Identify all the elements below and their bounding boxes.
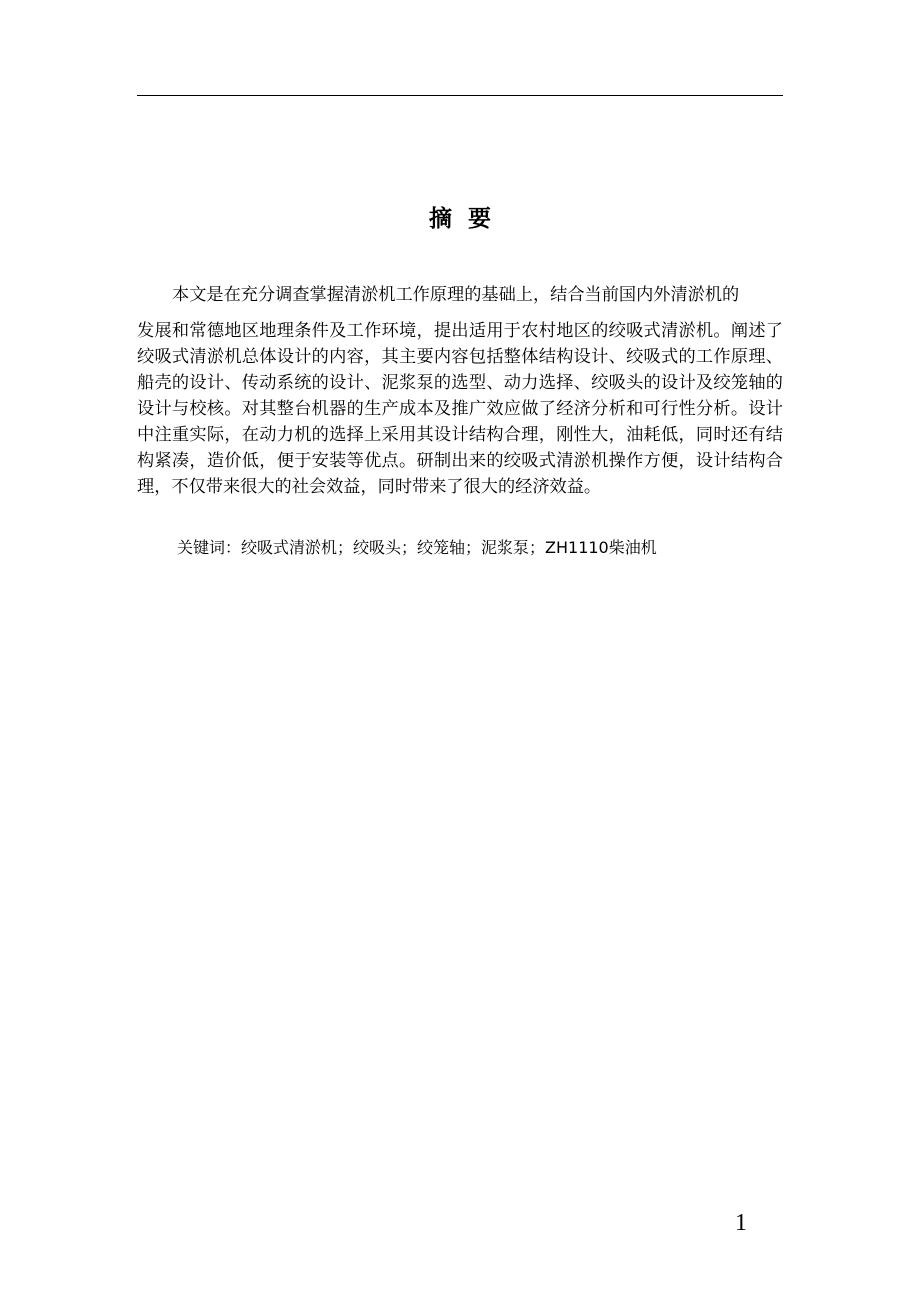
page-number: 1 [735,1210,747,1236]
keywords-line [177,536,783,560]
abstract-body [137,282,783,500]
abstract-first-line: 本文是在充分调查掌握清淤机工作原理的基础上，结合当前国内外清淤机的 [172,285,740,305]
keywords-label: 关键词： [177,538,242,557]
abstract-paragraph [137,282,783,500]
keywords-text: 绞吸式清淤机；绞吸头；绞笼轴；泥浆泵；ZH1110柴油机 [241,538,657,557]
header-rule [137,95,783,96]
abstract-title: 摘 要 [428,206,491,232]
abstract-text: 发展和常德地区地理条件及工作环境，提出适用于农村地区的绞吸式清淤机。阐述了绞吸式清淤机总体设计的内容，其主要内容包括整体结构设计、绞吸式的工作原理、船壳的设计、传动系统的设计、泥浆泵的选型、动力选择、绞吸头的设计及绞笼轴的设计与校核。对其整台机器的生产成本及推广效应做了经济分析和可行性分析。设计中注重实际，在动力机的选择上采用其设计结构合理，刚性大，油耗低，同时还有结构紧凑，造价低，便于安装等优点。研制出来的绞吸式清淤机操作方便，设计结构合理，不仅带来很大的社会效益，同时带来了很大的经济效益。 [137,321,783,497]
